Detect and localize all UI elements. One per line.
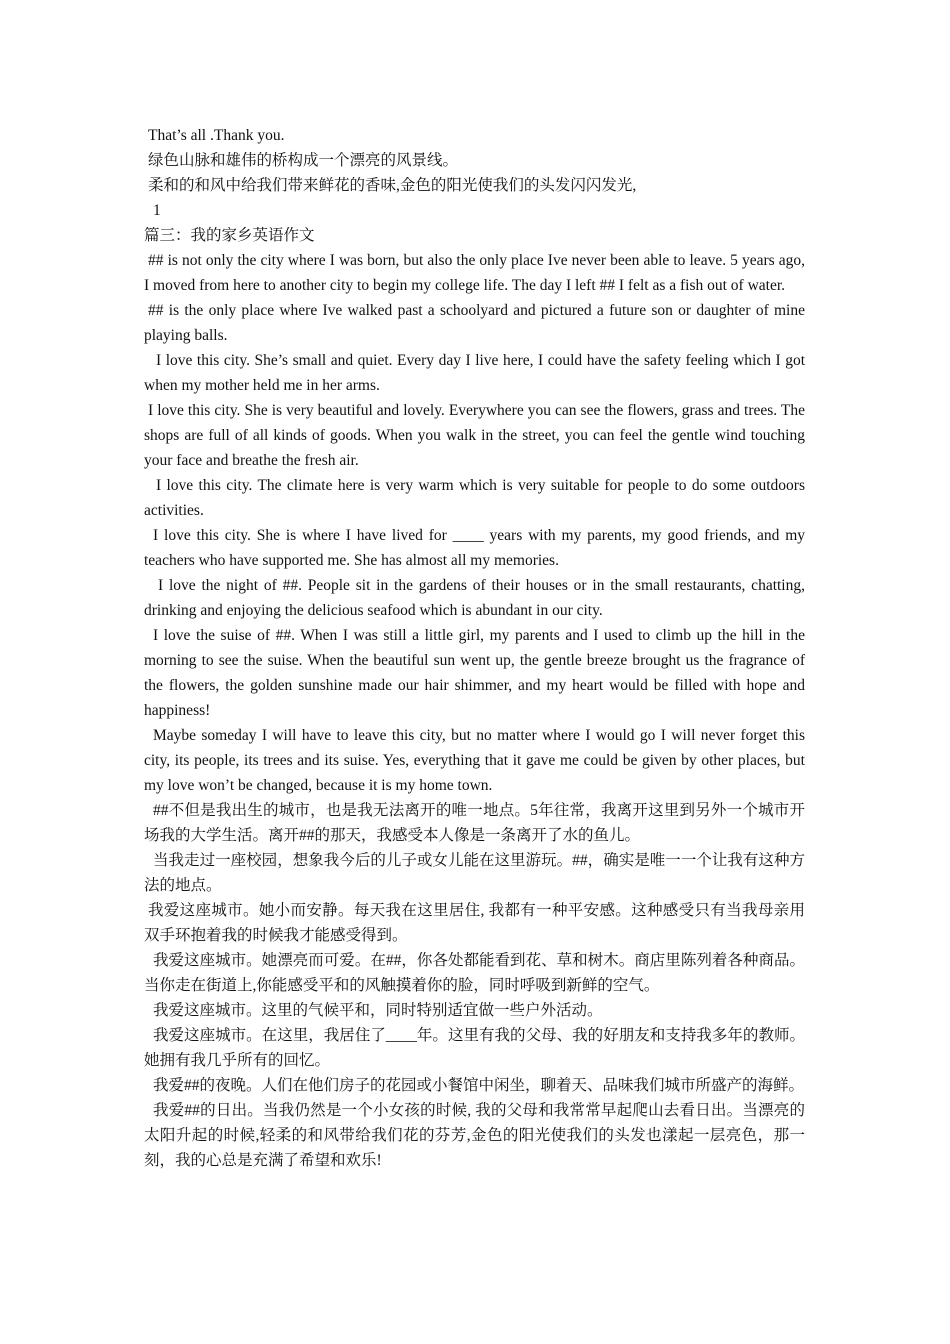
chinese-paragraph: 我爱##的日出。当我仍然是一个小女孩的时候, 我的父母和我常常早起爬山去看日出。当漂亮的太阳升起的时候,轻柔的和风带给我们花的芬芳,金色的阳光使我们的头发也漾起一层亮色，那一刻，我的心总是充满了希望和欢乐! bbox=[144, 1102, 805, 1169]
page-number: 1 bbox=[153, 202, 161, 219]
chinese-paragraph: 我爱##的夜晚。人们在他们房子的花园或小餐馆中闲坐，聊着天、品味我们城市所盛产的海鲜。 bbox=[153, 1077, 805, 1094]
english-paragraph: I love this city. She’s small and quiet. Every day I live here, I could have the safety feeling which I got when my mother held me in her arms. bbox=[144, 352, 805, 394]
chinese-paragraph: 我爱这座城市。在这里，我居住了____年。这里有我的父母、我的好朋友和支持我多年的教师。她拥有我几乎所有的回忆。 bbox=[144, 1027, 805, 1069]
english-paragraph: I love this city. She is very beautiful and lovely. Everywhere you can see the flowers, grass and trees. The shops are full of all kinds of goods. When you walk in the street, you can feel the gentle wind touching your face and breathe the fresh air. bbox=[144, 402, 805, 469]
english-paragraph: I love the night of ##. People sit in the gardens of their houses or in the small restaurants, chatting, drinking and enjoying the delicious seafood which is abundant in our city. bbox=[144, 577, 805, 619]
document-page bbox=[144, 123, 805, 1173]
english-paragraph: ## is the only place where Ive walked past a schoolyard and pictured a future son or daughter of mine playing balls. bbox=[144, 302, 805, 344]
chinese-paragraph: 我爱这座城市。她漂亮而可爱。在##，你各处都能看到花、草和树木。商店里陈列着各种商品。当你走在街道上,你能感受平和的风触摸着你的脸，同时呼吸到新鲜的空气。 bbox=[144, 952, 805, 994]
english-paragraph: I love this city. The climate here is very warm which is very suitable for people to do some outdoors activities. bbox=[144, 477, 805, 519]
chinese-paragraph: ##不但是我出生的城市，也是我无法离开的唯一地点。5年往常，我离开这里到另外一个城市开场我的大学生活。离开##的那天，我感受本人像是一条离开了水的鱼儿。 bbox=[144, 802, 805, 844]
section-heading: 篇三：我的家乡英语作文 bbox=[144, 227, 315, 244]
closing-line: That’s all .Thank you. bbox=[148, 127, 285, 144]
english-paragraph: ## is not only the city where I was born, but also the only place Ive never been able to leave. 5 years ago, I moved from here to another city to begin my college life. The day I left ## I felt as a fish out of water. bbox=[144, 252, 805, 294]
english-paragraph: I love the suise of ##. When I was still a little girl, my parents and I used to climb up the hill in the morning to see the suise. When the beautiful sun went up, the gentle breeze brought us the fragrance of the flowers, the golden sunshine made our hair shimmer, and my heart would be filled with hope and happiness! bbox=[144, 627, 805, 719]
english-paragraph: Maybe someday I will have to leave this city, but no matter where I would go I will never forget this city, its people, its trees and its suise. Yes, everything that it gave me could be given by other places, but my love won’t be changed, because it is my home town. bbox=[144, 727, 805, 794]
chinese-line: 柔和的和风中给我们带来鲜花的香味,金色的阳光使我们的头发闪闪发光, bbox=[148, 177, 637, 194]
chinese-paragraph: 我爱这座城市。她小而安静。每天我在这里居住, 我都有一种平安感。这种感受只有当我母亲用双手环抱着我的时候我才能感受得到。 bbox=[144, 902, 805, 944]
english-paragraph: I love this city. She is where I have lived for ____ years with my parents, my good friends, and my teachers who have supported me. She has almost all my memories. bbox=[144, 527, 805, 569]
chinese-paragraph: 当我走过一座校园，想象我今后的儿子或女儿能在这里游玩。##，确实是唯一一个让我有这种方法的地点。 bbox=[144, 852, 805, 894]
chinese-paragraph: 我爱这座城市。这里的气候平和，同时特别适宜做一些户外活动。 bbox=[153, 1002, 603, 1019]
chinese-line: 绿色山脉和雄伟的桥构成一个漂亮的风景线。 bbox=[148, 152, 459, 169]
